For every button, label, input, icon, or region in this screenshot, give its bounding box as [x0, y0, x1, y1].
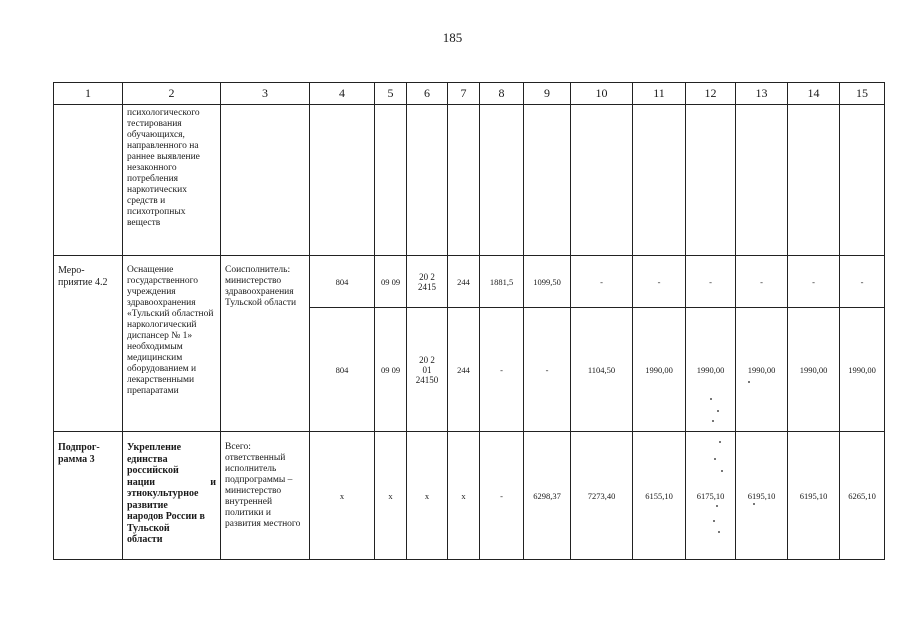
title-line	[127, 477, 216, 489]
table-cell: 6195,10	[788, 432, 840, 560]
table-cell	[524, 105, 571, 256]
table-cell: 1104,50	[571, 308, 633, 432]
title-line: развитие	[127, 499, 168, 511]
table-cell: 6155,10	[633, 432, 686, 560]
table-cell	[407, 308, 448, 432]
table-cell: 244	[448, 256, 480, 308]
table-cell: 1099,50	[524, 256, 571, 308]
table-cell: 1881,5	[480, 256, 524, 308]
table-cell	[54, 105, 123, 256]
event-number-line: приятие 4.2	[58, 277, 108, 288]
subprogram-title	[123, 432, 221, 560]
header-cell: 10	[571, 83, 633, 105]
title-word: и	[210, 476, 216, 488]
header-cell: 1	[54, 83, 123, 105]
table-cell: -	[633, 256, 686, 308]
table-cell	[375, 105, 407, 256]
table-cell	[407, 105, 448, 256]
table-cell: 6265,10	[840, 432, 885, 560]
table-cell	[686, 105, 736, 256]
table-cell: 804	[310, 308, 375, 432]
subprogram-number-line: Подпрог-	[58, 442, 100, 453]
header-cell: 11	[633, 83, 686, 105]
table-cell	[840, 105, 885, 256]
table-cell: x	[407, 432, 448, 560]
header-cell: 15	[840, 83, 885, 105]
title-line: единства	[127, 453, 168, 465]
table-cell: 244	[448, 308, 480, 432]
table-cell	[788, 105, 840, 256]
scan-speck	[718, 531, 720, 533]
title-line: народов России в	[127, 511, 205, 522]
subprogram-number-line: рамма 3	[58, 454, 95, 465]
table-cell	[310, 105, 375, 256]
header-cell: 9	[524, 83, 571, 105]
header-cell: 14	[788, 83, 840, 105]
cell-line: 01	[422, 364, 432, 375]
scan-speck	[714, 458, 716, 460]
scan-speck	[712, 420, 714, 422]
table-row	[54, 432, 885, 560]
table-cell: -	[840, 256, 885, 308]
table-cell: 1990,00	[788, 308, 840, 432]
table-cell	[407, 256, 448, 308]
event-number-line: Меро-	[58, 265, 85, 276]
header-cell: 12	[686, 83, 736, 105]
table-cell: 09 09	[375, 256, 407, 308]
table-row	[54, 105, 885, 256]
table-cell: x	[448, 432, 480, 560]
table-cell: -	[571, 256, 633, 308]
subprogram-number	[54, 432, 123, 560]
table-cell	[480, 105, 524, 256]
title-line: области	[127, 534, 163, 545]
cell-line: 20 2	[419, 271, 435, 282]
table-cell	[448, 105, 480, 256]
header-cell: 6	[407, 83, 448, 105]
event-description: Оснащение государственного учреждения здравоохранения «Тульский областной наркологический диспансер № 1» необходимым медицинским оборудованием и лекарственными препаратами	[123, 256, 221, 432]
header-cell: 2	[123, 83, 221, 105]
scan-speck	[713, 520, 715, 522]
table-cell: -	[686, 256, 736, 308]
table-cell: 804	[310, 256, 375, 308]
table-cell	[736, 105, 788, 256]
table-cell: -	[480, 308, 524, 432]
event-number	[54, 256, 123, 432]
table-cell: -	[736, 256, 788, 308]
table-row	[54, 256, 885, 308]
table-cell: 7273,40	[571, 432, 633, 560]
event-executor: Соисполнитель: министерство здравоохранения Тульской области	[221, 256, 310, 432]
table-cell: 1990,00	[633, 308, 686, 432]
table-cell: 1990,00	[840, 308, 885, 432]
table-cell: 6298,37	[524, 432, 571, 560]
table-cell: -	[788, 256, 840, 308]
page-number: 185	[442, 30, 463, 45]
event-description-continued: психологического тестирования обучающихся, направленного на раннее выявление незаконного потребления наркотических средств и психотропных веществ	[123, 105, 221, 256]
scan-speck	[753, 503, 755, 505]
budget-table	[53, 82, 885, 560]
table-cell: 6195,10	[736, 432, 788, 560]
header-cell: 13	[736, 83, 788, 105]
table-cell: x	[375, 432, 407, 560]
subprogram-executor: Всего: ответственный исполнитель подпрограммы – министерство внутренней политики и развития местного	[221, 432, 310, 560]
table-cell	[571, 105, 633, 256]
header-cell: 4	[310, 83, 375, 105]
title-line: этнокультурное	[127, 488, 199, 499]
table-cell: 09 09	[375, 308, 407, 432]
scan-speck	[717, 410, 719, 412]
table-cell: -	[524, 308, 571, 432]
cell-line: 24150	[415, 374, 439, 385]
scan-speck	[719, 441, 721, 443]
header-cell: 3	[221, 83, 310, 105]
title-line: Укрепление	[127, 442, 182, 453]
table-cell: -	[480, 432, 524, 560]
scan-speck	[748, 381, 750, 383]
cell-line: 20 2	[419, 354, 435, 365]
table-cell: 1990,00	[686, 308, 736, 432]
table-cell	[221, 105, 310, 256]
table-cell	[633, 105, 686, 256]
table-cell: x	[310, 432, 375, 560]
scan-speck	[716, 505, 718, 507]
header-cell: 7	[448, 83, 480, 105]
scan-speck	[721, 470, 723, 472]
header-cell: 8	[480, 83, 524, 105]
title-word: нации	[127, 476, 156, 488]
cell-line: 2415	[418, 281, 436, 292]
title-line: Тульской	[127, 522, 170, 534]
header-cell: 5	[375, 83, 407, 105]
table-cell: 1990,00	[736, 308, 788, 432]
title-line: российской	[127, 465, 179, 476]
table-cell: 6175,10	[686, 432, 736, 560]
scan-speck	[710, 398, 712, 400]
header-row	[54, 83, 885, 105]
